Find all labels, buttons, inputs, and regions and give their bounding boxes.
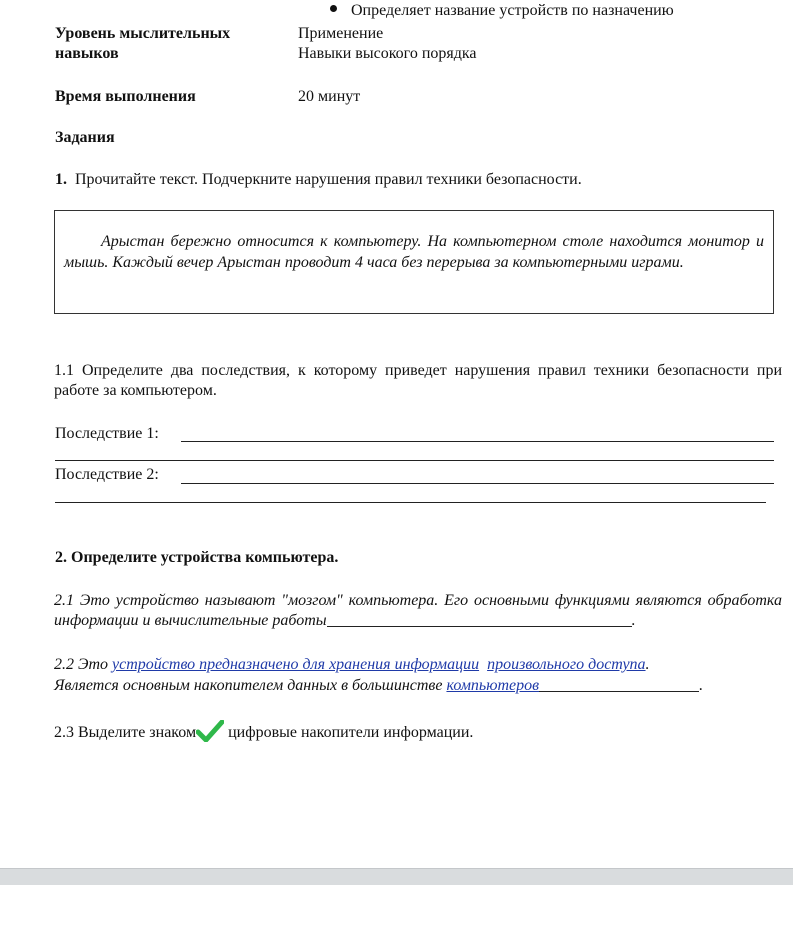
time-value: 20 минут [298, 88, 361, 105]
task2-2-paragraph: 2.2 Это устройство предназначено для хранения информации произвольного доступа. Является основным накопителем данных в большинстве компьютеров . [54, 656, 704, 694]
task2-2-end: . [699, 677, 704, 694]
objective-text: Определяет название устройств по назначению [351, 2, 674, 19]
skills-value-1: Применение [298, 25, 384, 42]
task2-2-link-storage[interactable]: устройство предназначено для хранения информации [112, 656, 480, 673]
tasks-heading: Задания [55, 129, 115, 146]
task2-1-answer-line[interactable] [327, 612, 632, 627]
task2-3-prefix: 2.3 Выделите знаком [54, 724, 197, 741]
task2-2-link-computers[interactable]: компьютеров [446, 677, 540, 694]
task2-3-suffix: цифровые накопители информации. [224, 724, 474, 741]
task1-passage: Арыстан бережно относится к компьютеру. На компьютерном столе находится монитор и мышь. Каждый вечер Арыстан проводит 4 часа без перерыва за компьютерными играми. [64, 233, 764, 271]
task1-number: 1. [55, 171, 67, 188]
skills-value-2: Навыки высокого порядка [298, 45, 477, 62]
task2-heading: 2. Определите устройства компьютера. [55, 549, 339, 566]
consequence-1-label: Последствие 1: [55, 425, 159, 442]
task2-3-paragraph [54, 720, 473, 747]
bullet-icon [330, 5, 337, 12]
checkmark-icon [196, 720, 224, 747]
consequence-1-line-2[interactable] [55, 460, 774, 461]
task1-1-text: 1.1 Определите два последствия, к которому приведет нарушения правил техники безопасности при работе за компьютером. [54, 362, 782, 399]
consequence-2-label: Последствие 2: [55, 466, 159, 483]
task1-instruction-row [55, 171, 582, 189]
task2-2-prefix: 2.2 Это [54, 656, 113, 673]
task2-2-line2-prefix: Является основным накопителем данных в большинстве [54, 677, 447, 694]
time-label: Время выполнения [55, 88, 196, 105]
task2-1-text: 2.1 Это устройство называют "мозгом" компьютера. Его основными функциями являются обработка информации и вычислительные работы [54, 592, 782, 629]
consequence-2-line[interactable] [181, 483, 774, 484]
task2-2-answer-line[interactable] [539, 677, 699, 692]
skills-label: Уровень мыслительных навыков [55, 25, 231, 62]
page-bottom-divider [0, 868, 793, 885]
consequence-2-line-2[interactable] [55, 502, 766, 503]
task1-passage-box [54, 210, 774, 314]
task2-1-paragraph [54, 591, 782, 631]
task2-1-end: . [631, 612, 636, 629]
task2-2-link-random-access[interactable]: произвольного доступа [487, 656, 646, 673]
task1-instruction: Прочитайте текст. Подчеркните нарушения правил техники безопасности. [75, 171, 582, 188]
consequence-1-line[interactable] [181, 441, 774, 442]
objective-bullet [330, 2, 674, 20]
